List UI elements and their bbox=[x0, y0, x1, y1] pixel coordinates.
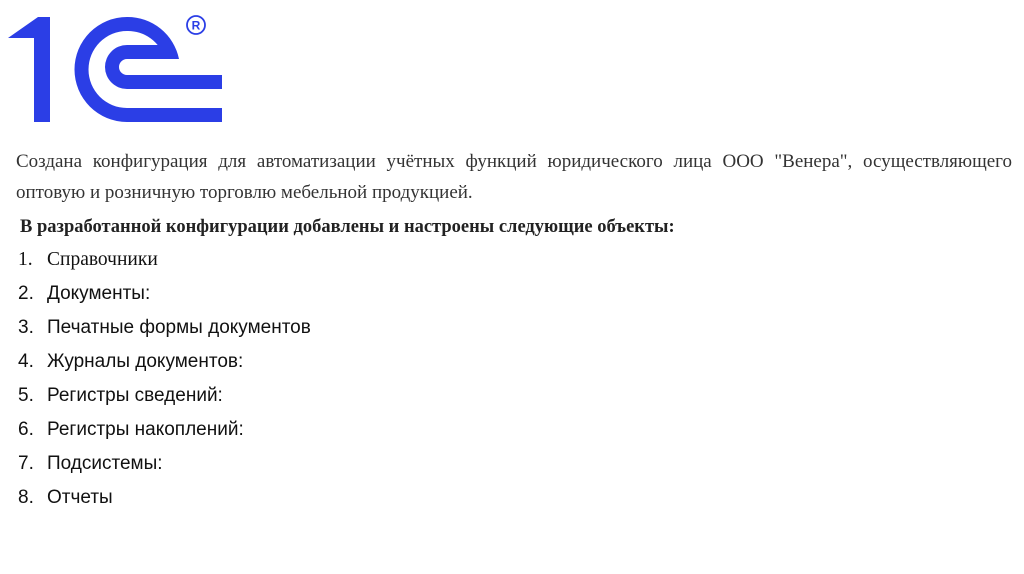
svg-text:R: R bbox=[191, 18, 201, 33]
list-item-number: 6. bbox=[18, 419, 34, 440]
list-item-number: 4. bbox=[18, 351, 34, 372]
list-item bbox=[18, 413, 311, 447]
list-item-label: Печатные формы документов bbox=[47, 317, 311, 338]
list-item-label: Отчеты bbox=[47, 487, 113, 508]
registered-trademark-icon bbox=[185, 14, 207, 36]
list-item-number: 3. bbox=[18, 317, 34, 338]
list-item bbox=[18, 481, 311, 515]
objects-list bbox=[18, 243, 311, 515]
list-item bbox=[18, 345, 311, 379]
list-item-label: Документы: bbox=[47, 283, 151, 304]
list-item bbox=[18, 379, 311, 413]
list-item bbox=[18, 277, 311, 311]
list-item-number: 2. bbox=[18, 283, 34, 304]
list-item-number: 1. bbox=[18, 249, 33, 270]
list-item-label: Справочники bbox=[47, 249, 158, 270]
intro-paragraph: Создана конфигурация для автоматизации учётных функций юридического лица ООО "Венера", осуществляющего оптовую и розничную торговлю мебельной продукцией. bbox=[16, 151, 1012, 203]
list-item-label: Регистры сведений: bbox=[47, 385, 223, 406]
list-item-number: 8. bbox=[18, 487, 34, 508]
objects-heading: В разработанной конфигурации добавлены и настроены следующие объекты: bbox=[20, 217, 675, 237]
list-item bbox=[18, 447, 311, 481]
list-item bbox=[18, 311, 311, 345]
list-item-label: Регистры накоплений: bbox=[47, 419, 244, 440]
list-item-number: 5. bbox=[18, 385, 34, 406]
list-item-label: Подсистемы: bbox=[47, 453, 163, 474]
list-item-label: Журналы документов: bbox=[47, 351, 244, 372]
list-item-number: 7. bbox=[18, 453, 34, 474]
list-item bbox=[18, 243, 311, 277]
